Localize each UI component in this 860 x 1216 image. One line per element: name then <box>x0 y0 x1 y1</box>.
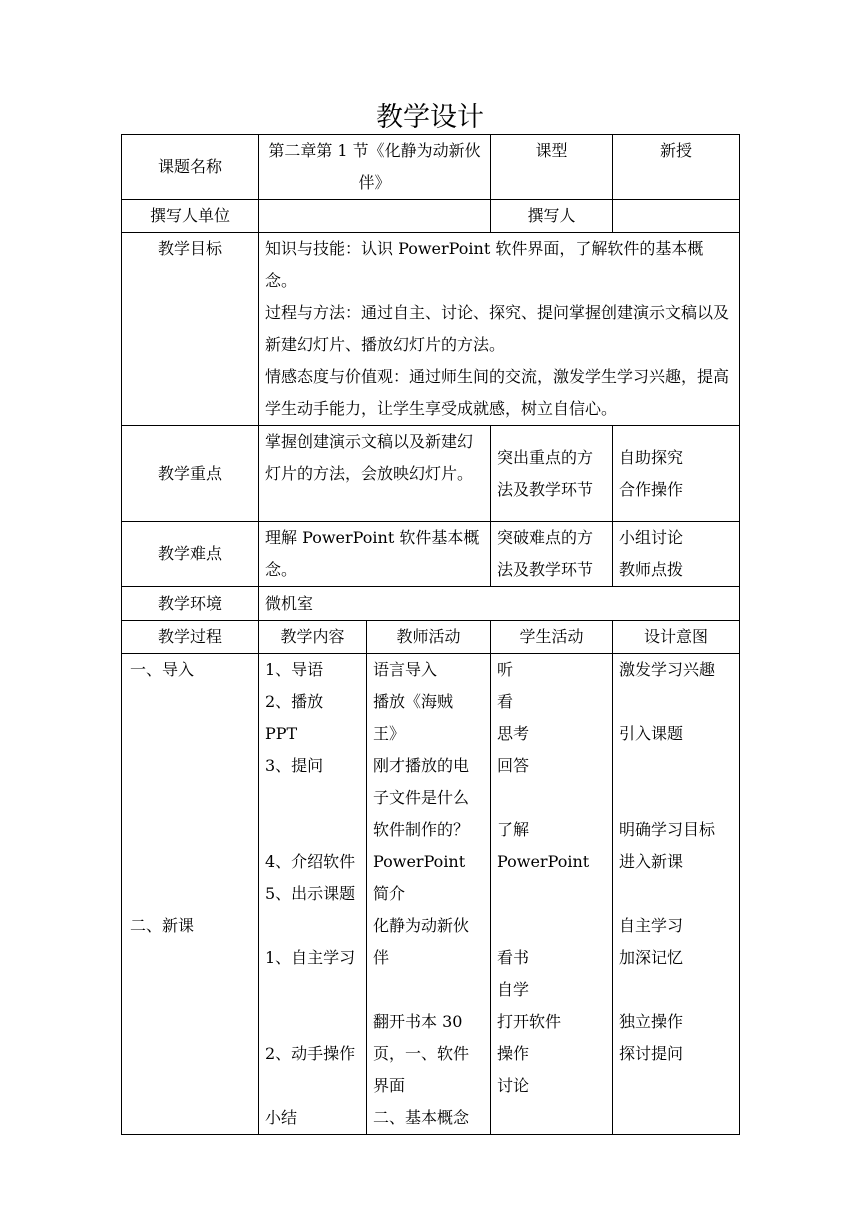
process-header-row <box>122 621 740 654</box>
author-label: 撰写人 <box>491 200 613 233</box>
lesson-type-label: 课型 <box>491 135 613 200</box>
key-method-label: 突出重点的方法及教学环节 <box>491 426 613 522</box>
difficulties-label: 教学难点 <box>122 522 259 587</box>
row-key-points <box>122 426 740 522</box>
author-unit-value <box>259 200 491 233</box>
header-teacher: 教师活动 <box>367 621 491 654</box>
key-method-value: 自助探究 合作操作 <box>613 426 740 522</box>
process-content-cell: 1、导语 2、播放 PPT 3、提问 4、介绍软件 5、出示课题 1、自主学习 2、动手操作 小结 <box>259 654 367 1135</box>
difficulty-method-value: 小组讨论 教师点拨 <box>613 522 740 587</box>
document-title: 教学设计 <box>376 102 484 133</box>
author-value <box>613 200 740 233</box>
process-student-cell: 听 看 思考 回答 了解 PowerPoint 看书 自学 打开软件 操作 讨论 <box>491 654 613 1135</box>
objectives-label: 教学目标 <box>122 233 259 426</box>
process-body-row <box>122 654 740 1135</box>
row-difficulties <box>122 522 740 587</box>
course-name-value: 第二章第 1 节《化静为动新伙伴》 <box>259 135 491 200</box>
row-course-name <box>122 135 740 200</box>
process-teacher-cell: 语言导入 播放《海贼王》 刚才播放的电子文件是什么软件制作的？ PowerPoint 简介 化静为动新伙伴 翻开书本 30 页，一、软件界面 二、基本概念 <box>367 654 491 1135</box>
objective-knowledge: 知识与技能：认识 PowerPoint 软件界面，了解软件的基本概念。 <box>265 239 704 290</box>
environment-value: 微机室 <box>259 587 740 621</box>
difficulties-value: 理解 PowerPoint 软件基本概念。 <box>259 522 491 587</box>
header-student: 学生活动 <box>491 621 613 654</box>
objective-process: 过程与方法：通过自主、讨论、探究、提问掌握创建演示文稿以及新建幻灯片、播放幻灯片的方法。 <box>265 303 730 354</box>
row-author <box>122 200 740 233</box>
key-points-value: 掌握创建演示文稿以及新建幻灯片的方法，会放映幻灯片。 <box>259 426 491 522</box>
header-content: 教学内容 <box>259 621 367 654</box>
objective-attitude: 情感态度与价值观：通过师生间的交流，激发学生学习兴趣，提高学生动手能力，让学生享受成就感，树立自信心。 <box>265 367 730 418</box>
row-environment <box>122 587 740 621</box>
process-intent-cell: 激发学习兴趣 引入课题 明确学习目标 进入新课 自主学习 加深记忆 独立操作 探讨提问 <box>613 654 740 1135</box>
environment-label: 教学环境 <box>122 587 259 621</box>
process-stage-cell: 一、导入 二、新课 <box>122 654 259 1135</box>
lesson-type-value: 新授 <box>613 135 740 200</box>
difficulty-method-label: 突破难点的方法及教学环节 <box>491 522 613 587</box>
key-points-label: 教学重点 <box>122 426 259 522</box>
row-objectives <box>122 233 740 426</box>
header-stage: 教学过程 <box>122 621 259 654</box>
objectives-value <box>259 233 740 426</box>
course-name-label: 课题名称 <box>122 135 259 200</box>
lesson-plan-table <box>121 134 740 1135</box>
header-intent: 设计意图 <box>613 621 740 654</box>
author-unit-label: 撰写人单位 <box>122 200 259 233</box>
